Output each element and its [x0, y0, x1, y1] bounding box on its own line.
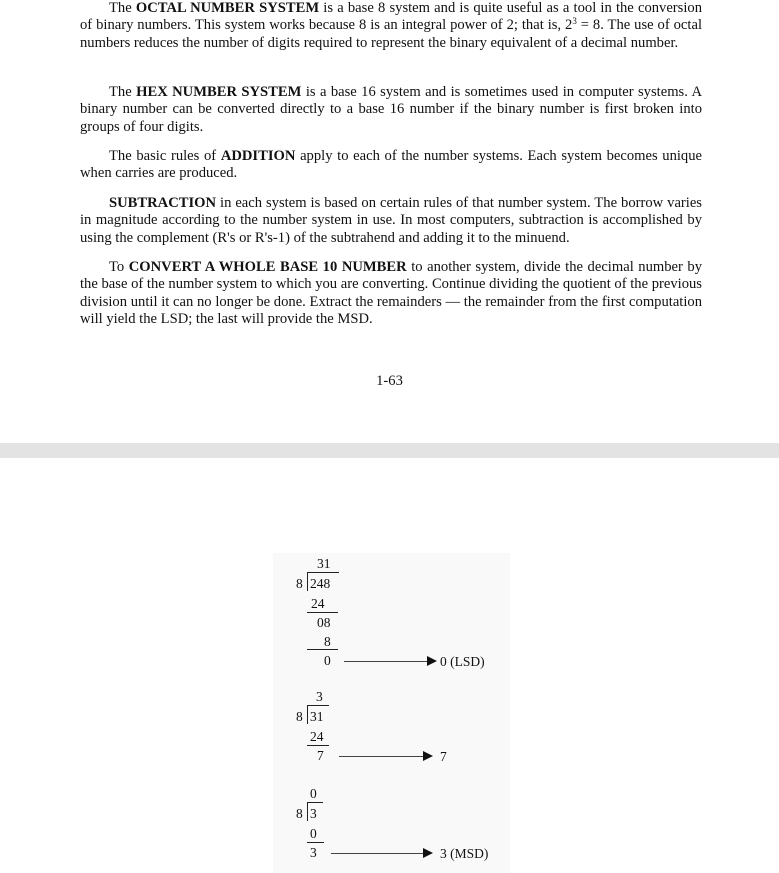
- step2-arrow-head-icon: [423, 751, 433, 761]
- paragraph-convert: To CONVERT A WHOLE BASE 10 NUMBER to another system, divide the decimal number by the base of the number system to which you are converting. Continue dividing the quotient of the previous division until it can no longer be done. Extract the remainders — the remainder from the first computation will yield the LSD; the last will provide the MSD.: [80, 259, 703, 327]
- body-text-subtraction: [80, 195, 702, 247]
- step1-rule-2: [307, 649, 338, 650]
- body-text-convert: [80, 259, 702, 328]
- step2-quotient: 3: [316, 689, 323, 704]
- step2-bracket-top: [307, 705, 329, 706]
- step1-bracket-top: [307, 572, 339, 573]
- exponent: 3: [572, 16, 577, 27]
- step1-bracket-side: [307, 572, 308, 591]
- page-separator: [0, 443, 779, 458]
- paragraph-subtraction: SUBTRACTION in each system is based on certain rules of that number system. The borrow varies in magnitude according to the number system in use. In most computers, subtraction is accomplished by using the complement (R's or R's-1) of the subtrahend and adding it to the minuend.: [80, 195, 702, 246]
- step1-quotient: 31: [317, 556, 331, 571]
- step3-bracket-top: [307, 802, 323, 803]
- step3-bracket-side: [307, 802, 308, 821]
- body-text: [80, 0, 702, 52]
- step2-arrow-line: [339, 756, 423, 757]
- paragraph-hex: The HEX NUMBER SYSTEM is a base 16 system and is sometimes used in computer systems. A binary number can be converted directly to a base 16 number if the binary number is first broken into groups of four digits.: [80, 84, 703, 135]
- step2-subtrahend: 24: [310, 729, 324, 744]
- step2-remainder: 7: [317, 748, 324, 763]
- page-number: 1-63: [376, 373, 403, 389]
- step1-remainder: 0: [324, 653, 331, 668]
- step2-bracket-side: [307, 705, 308, 724]
- body-text-hex: [80, 84, 702, 136]
- term-addition: ADDITION: [220, 148, 296, 164]
- body-text-addition: [80, 148, 702, 183]
- term-octal-number-system: OCTAL NUMBER SYSTEM: [135, 0, 320, 16]
- term-convert-whole-base-10-number: CONVERT A WHOLE BASE 10 NUMBER: [128, 259, 407, 275]
- paragraph-addition: The basic rules of ADDITION apply to each of the number systems. Each system becomes unique when carries are produced.: [80, 148, 702, 182]
- step1-subtrahend-1: 24: [311, 596, 325, 611]
- step3-remainder: 3: [310, 845, 317, 860]
- step1-dividend: 248: [310, 576, 331, 591]
- step2-dividend: 31: [310, 709, 324, 724]
- term-subtraction: SUBTRACTION: [109, 195, 217, 211]
- paragraph-octal: The OCTAL NUMBER SYSTEM is a base 8 system and is quite useful as a tool in the conversion of binary numbers. This system works because 8 is an integral power of 2; that is, $2^3 = 8$. The use of octal numbers reduces the number of digits required to represent the binary equivalent of a decimal number.: [80, 0, 702, 51]
- division-figure: [273, 553, 510, 873]
- step2-divisor: 8: [296, 709, 303, 724]
- step3-arrow-head-icon: [423, 848, 433, 858]
- step3-result: 3 (MSD): [440, 846, 489, 861]
- step1-partial-remainder: 08: [317, 615, 331, 630]
- step3-divisor: 8: [296, 806, 303, 821]
- step3-subtrahend: 0: [310, 826, 317, 841]
- step3-quotient: 0: [310, 786, 317, 801]
- step2-result: 7: [440, 749, 447, 764]
- step2-rule: [307, 745, 329, 746]
- step3-arrow-line: [331, 853, 423, 854]
- step1-arrow-head-icon: [427, 656, 437, 666]
- step3-rule: [307, 842, 324, 843]
- step1-result: 0 (LSD): [440, 654, 485, 669]
- step1-subtrahend-2: 8: [324, 634, 331, 649]
- step1-divisor: 8: [296, 576, 303, 591]
- step1-arrow-line: [344, 661, 427, 662]
- step3-dividend: 3: [310, 806, 317, 821]
- term-hex-number-system: HEX NUMBER SYSTEM: [136, 84, 302, 100]
- step1-rule-1: [307, 612, 338, 613]
- page-bottom: [0, 458, 779, 863]
